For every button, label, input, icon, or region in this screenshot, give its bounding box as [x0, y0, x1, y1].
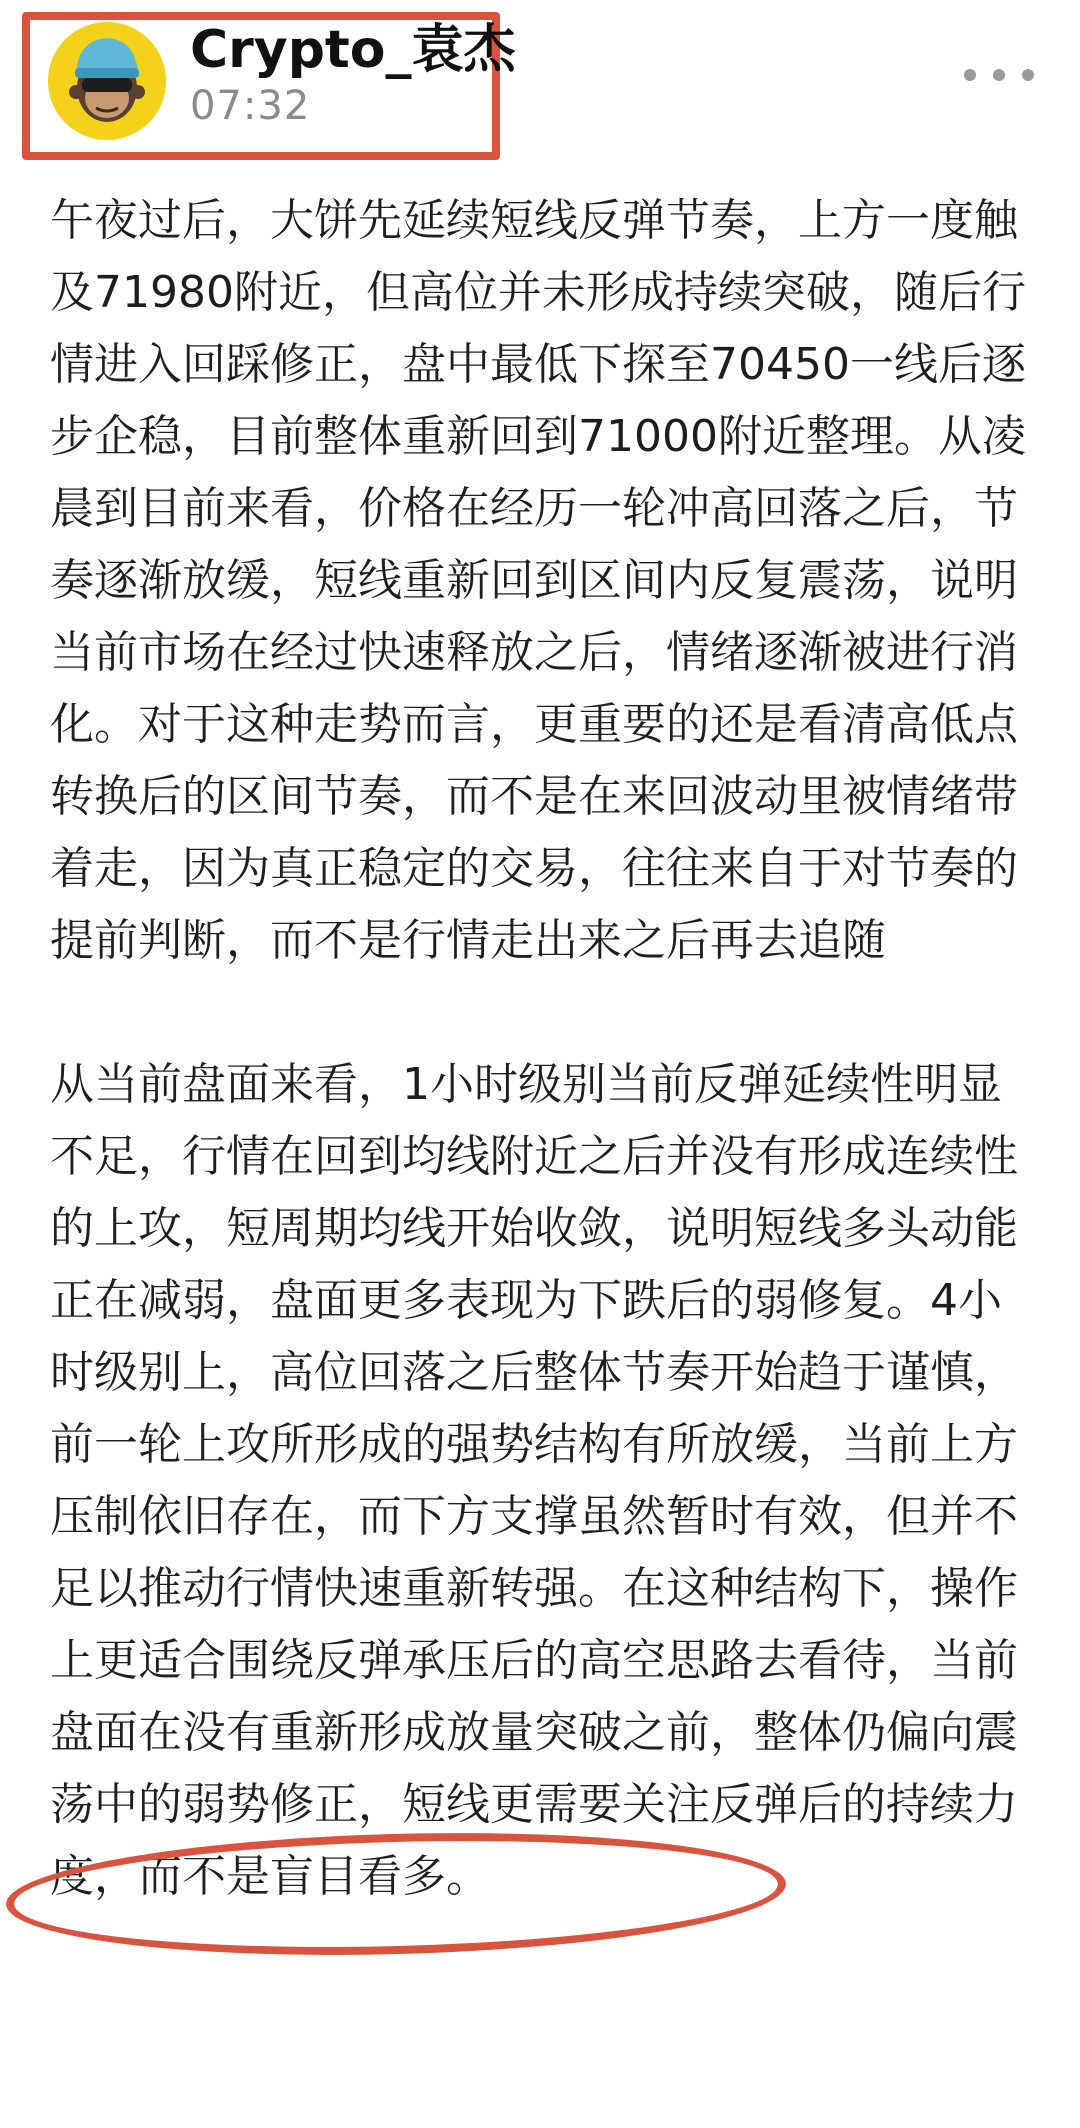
avatar-image	[48, 22, 166, 140]
post-timestamp: 07:32	[190, 83, 311, 129]
more-horizontal-icon	[964, 69, 976, 81]
post-paragraph-1: 午夜过后，大饼先延续短线反弹节奏，上方一度触及71980附近，但高位并未形成持续突破，随后行情进入回踩修正，盘中最低下探至70450一线后逐步企稳，目前整体重新回到71000附近整理。从凌晨到目前来看，价格在经历一轮冲高回落之后，节奏逐渐放缓，短线重新回到区间内反复震荡，说明当前市场在经过快速释放之后，情绪逐渐被进行消化。对于这种走势而言，更重要的还是看清高低点转换后的区间节奏，而不是在来回波动里被情绪带着走，因为真正稳定的交易，往往来自于对节奏的提前判断，而不是行情走出来之后再去追随	[50, 195, 1026, 966]
ape-avatar-icon[interactable]	[48, 22, 166, 140]
username[interactable]: Crypto_袁杰	[190, 20, 516, 80]
post-content	[50, 185, 1040, 1913]
more-horizontal-icon-dot-3	[1022, 69, 1034, 81]
more-horizontal-icon-dot-2	[993, 69, 1005, 81]
more-options-button[interactable]	[964, 60, 1034, 90]
post-header	[0, 0, 1080, 170]
post-paragraph-2: 从当前盘面来看，1小时级别当前反弹延续性明显不足，行情在回到均线附近之后并没有形成连续性的上攻，短周期均线开始收敛，说明短线多头动能正在减弱，盘面更多表现为下跌后的弱修复。4小时级别上，高位回落之后整体节奏开始趋于谨慎，前一轮上攻所形成的强势结构有所放缓，当前上方压制依旧存在，而下方支撑虽然暂时有效，但并不足以推动行情快速重新转强。在这种结构下，操作上更适合围绕反弹承压后的高空思路去看待，当前盘面在没有重新形成放量突破之前，整体仍偏向震荡中的弱势修正，短线更需要关注反弹后的持续力度，而不是盲目看多。	[50, 1059, 1018, 1902]
